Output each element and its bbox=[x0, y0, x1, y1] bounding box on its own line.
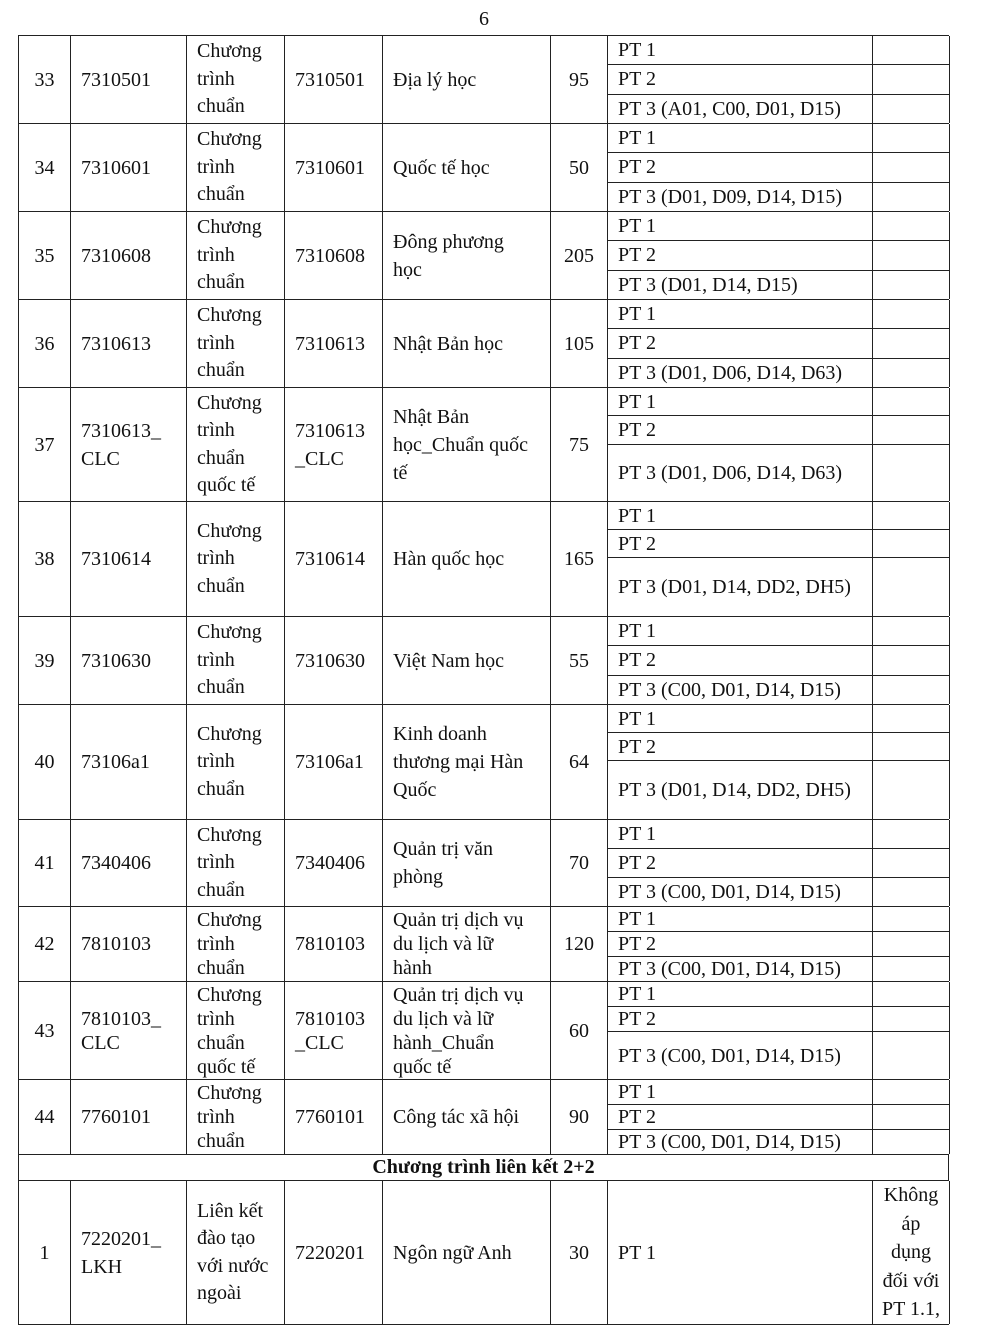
major-code-line: 73106a1 bbox=[295, 751, 364, 773]
admission-methods bbox=[608, 907, 873, 981]
admission-code bbox=[71, 907, 187, 981]
note-cell bbox=[873, 388, 949, 416]
program-type-line: trình bbox=[197, 331, 235, 354]
major-code-line: 7310614 bbox=[295, 548, 365, 570]
notes-column bbox=[873, 502, 950, 616]
admission-methods bbox=[608, 617, 873, 704]
table-row bbox=[18, 982, 949, 1080]
note-cell bbox=[873, 907, 949, 932]
admission-method: PT 2 bbox=[608, 329, 872, 358]
note-cell bbox=[873, 1105, 949, 1130]
admission-code-line: 7810103_ bbox=[81, 1007, 161, 1030]
major-name-line: Quốc bbox=[393, 779, 437, 801]
admission-code bbox=[71, 124, 187, 211]
major-name bbox=[383, 300, 551, 387]
admission-method: PT 2 bbox=[608, 530, 872, 558]
program-type bbox=[187, 300, 285, 387]
note-line: Không bbox=[883, 1184, 939, 1207]
admission-code-line: 7310630 bbox=[81, 649, 151, 672]
major-name-line: học_Chuẩn quốc bbox=[393, 433, 528, 456]
program-type-line: chuẩn bbox=[197, 1130, 245, 1152]
table-row bbox=[18, 1080, 949, 1155]
major-code bbox=[285, 36, 383, 123]
note-cell bbox=[873, 849, 949, 878]
major-code bbox=[285, 617, 383, 704]
program-type-line: chuẩn bbox=[197, 359, 245, 382]
program-type bbox=[187, 1080, 285, 1154]
row-number: 41 bbox=[19, 820, 71, 906]
table-row bbox=[18, 1181, 949, 1325]
admission-method: PT 1 bbox=[608, 1080, 872, 1105]
admission-code bbox=[71, 36, 187, 123]
program-type bbox=[187, 705, 285, 819]
program-type-line: Liên kết bbox=[197, 1199, 264, 1222]
program-type-line: trình bbox=[197, 547, 235, 570]
major-name-line: hành_Chuẩn bbox=[393, 1031, 495, 1054]
admission-method: PT 3 (D01, D09, D14, D15) bbox=[618, 185, 843, 208]
admission-method: PT 3 (C00, D01, D14, D15) bbox=[618, 1044, 841, 1067]
program-type-line: chuẩn bbox=[197, 777, 245, 800]
note-cell bbox=[873, 878, 949, 906]
admission-method: PT 2 bbox=[608, 932, 872, 957]
admission-method: PT 1 bbox=[608, 212, 872, 241]
major-code bbox=[285, 982, 383, 1079]
notes-column bbox=[873, 617, 950, 704]
notes-column bbox=[873, 1080, 950, 1154]
quota: 90 bbox=[551, 1080, 608, 1154]
quota: 70 bbox=[551, 820, 608, 906]
notes-column bbox=[873, 36, 950, 123]
note-text bbox=[873, 1181, 949, 1324]
major-code bbox=[285, 388, 383, 501]
program-type-line: quốc tế bbox=[197, 474, 256, 496]
major-code-line: 7310608 bbox=[295, 244, 365, 267]
program-type-line: trình bbox=[197, 155, 235, 178]
major-name bbox=[383, 502, 551, 616]
quota: 60 bbox=[551, 982, 608, 1079]
note-cell bbox=[873, 820, 949, 849]
admission-method: PT 3 (C00, D01, D14, D15) bbox=[618, 678, 841, 701]
admission-methods bbox=[608, 124, 873, 211]
major-name-line: du lịch và lữ bbox=[393, 933, 494, 955]
major-name bbox=[383, 617, 551, 704]
table-row bbox=[18, 36, 949, 124]
admission-methods bbox=[608, 300, 873, 387]
admission-code-line: 73106a1 bbox=[81, 751, 150, 773]
notes-column bbox=[873, 982, 950, 1079]
note-cell bbox=[873, 502, 949, 530]
major-name-line: Quản trị dịch vụ bbox=[393, 983, 524, 1006]
admission-method: PT 1 bbox=[608, 907, 872, 932]
major-code-line: 7310601 bbox=[295, 156, 365, 179]
program-type-line: Chương bbox=[197, 909, 262, 931]
admission-code-line: 7340406 bbox=[81, 852, 151, 874]
admission-method: PT 2 bbox=[608, 849, 872, 878]
admission-methods bbox=[608, 1181, 873, 1324]
row-number: 44 bbox=[19, 1080, 71, 1154]
major-name-line: Nhật Bản học bbox=[393, 332, 503, 355]
note-cell bbox=[873, 617, 949, 646]
admission-code bbox=[71, 212, 187, 299]
quota: 205 bbox=[551, 212, 608, 299]
table-row bbox=[18, 300, 949, 388]
major-code-line: _CLC bbox=[295, 447, 344, 470]
notes-column bbox=[873, 1181, 950, 1324]
note-cell bbox=[873, 1080, 949, 1105]
table-row bbox=[18, 907, 949, 982]
admission-code-line: 7310608 bbox=[81, 244, 151, 267]
major-code bbox=[285, 1080, 383, 1154]
program-type-line: chuẩn bbox=[197, 95, 245, 118]
row-number: 34 bbox=[19, 124, 71, 211]
admission-code-line: 7310601 bbox=[81, 156, 151, 179]
major-code bbox=[285, 212, 383, 299]
major-name bbox=[383, 1181, 551, 1324]
note-line: đối với bbox=[882, 1269, 940, 1292]
admission-methods bbox=[608, 212, 873, 299]
admission-method: PT 1 bbox=[608, 124, 872, 153]
table-row bbox=[18, 820, 949, 907]
admission-code bbox=[71, 617, 187, 704]
major-code bbox=[285, 820, 383, 906]
program-type-line: với nước bbox=[197, 1254, 269, 1277]
admission-method: PT 2 bbox=[608, 733, 872, 761]
admission-code bbox=[71, 300, 187, 387]
admission-method: PT 3 (D01, D14, DD2, DH5) bbox=[618, 576, 851, 598]
notes-column bbox=[873, 820, 950, 906]
note-cell bbox=[873, 1007, 949, 1032]
program-type-line: chuẩn bbox=[197, 957, 245, 979]
major-name-line: quốc tế bbox=[393, 1055, 452, 1078]
table-row bbox=[18, 388, 949, 502]
major-code bbox=[285, 502, 383, 616]
program-type bbox=[187, 388, 285, 501]
admission-methods bbox=[608, 502, 873, 616]
major-name-line: thương mại Hàn bbox=[393, 751, 524, 773]
admission-method: PT 1 bbox=[608, 820, 872, 849]
major-name bbox=[383, 982, 551, 1079]
admission-method: PT 1 bbox=[608, 388, 872, 416]
note-line: PT 1.1, bbox=[882, 1298, 940, 1321]
admission-method: PT 2 bbox=[608, 1105, 872, 1130]
program-type-line: ngoài bbox=[197, 1282, 242, 1304]
program-type-line: chuẩn bbox=[197, 446, 245, 469]
note-cell bbox=[873, 300, 949, 329]
major-name bbox=[383, 820, 551, 906]
major-code bbox=[285, 907, 383, 981]
note-cell bbox=[873, 733, 949, 761]
major-name-line: Hàn quốc học bbox=[393, 548, 505, 570]
program-type-line: chuẩn bbox=[197, 878, 245, 901]
quota: 95 bbox=[551, 36, 608, 123]
row-number: 1 bbox=[19, 1181, 71, 1324]
admission-code bbox=[71, 502, 187, 616]
note-cell bbox=[873, 65, 949, 94]
row-number: 38 bbox=[19, 502, 71, 616]
admission-code-line: 7810103 bbox=[81, 933, 151, 955]
major-name bbox=[383, 124, 551, 211]
admission-code-line: 7310614 bbox=[81, 548, 151, 570]
note-cell bbox=[873, 957, 949, 981]
quota: 50 bbox=[551, 124, 608, 211]
major-name-line: phòng bbox=[393, 866, 443, 888]
admission-method: PT 3 (D01, D14, DD2, DH5) bbox=[618, 779, 851, 801]
program-type-line: chuẩn bbox=[197, 574, 245, 597]
major-code-line: 7340406 bbox=[295, 852, 365, 874]
admission-methods bbox=[608, 820, 873, 906]
note-cell bbox=[873, 271, 949, 299]
program-type-line: trình bbox=[197, 851, 235, 874]
program-type-line: Chương bbox=[197, 823, 262, 846]
admission-method: PT 2 bbox=[608, 646, 872, 675]
major-name bbox=[383, 907, 551, 981]
admission-method: PT 1 bbox=[608, 36, 872, 65]
quota: 30 bbox=[551, 1181, 608, 1324]
major-code bbox=[285, 1181, 383, 1324]
admission-method: PT 1 bbox=[608, 300, 872, 329]
row-number: 42 bbox=[19, 907, 71, 981]
admission-code bbox=[71, 388, 187, 501]
program-type-line: Chương bbox=[197, 216, 262, 239]
major-name bbox=[383, 705, 551, 819]
notes-column bbox=[873, 907, 950, 981]
note-cell bbox=[873, 359, 949, 387]
quota: 165 bbox=[551, 502, 608, 616]
notes-column bbox=[873, 705, 950, 819]
program-type-line: Chương bbox=[197, 1082, 262, 1104]
note-line: áp bbox=[901, 1212, 921, 1235]
program-type-line: trình bbox=[197, 1106, 235, 1128]
note-cell bbox=[873, 1130, 949, 1154]
note-cell bbox=[873, 982, 949, 1007]
program-type-line: trình bbox=[197, 750, 235, 773]
major-name-line: du lịch và lữ bbox=[393, 1007, 494, 1030]
program-type bbox=[187, 1181, 285, 1324]
major-name bbox=[383, 388, 551, 501]
table-row bbox=[18, 705, 949, 820]
program-type bbox=[187, 907, 285, 981]
program-type-line: trình bbox=[197, 933, 235, 955]
row-number: 40 bbox=[19, 705, 71, 819]
major-code-line: 7310613 bbox=[295, 419, 365, 442]
major-name-line: Nhật Bản bbox=[393, 405, 470, 428]
row-number: 33 bbox=[19, 36, 71, 123]
admission-method: PT 2 bbox=[608, 65, 872, 94]
admission-code bbox=[71, 1181, 187, 1324]
program-type-line: chuẩn bbox=[197, 676, 245, 699]
note-cell bbox=[873, 932, 949, 957]
program-type-line: trình bbox=[197, 648, 235, 671]
note-cell bbox=[873, 183, 949, 211]
program-type-line: Chương bbox=[197, 128, 262, 151]
program-type bbox=[187, 982, 285, 1079]
admission-method: PT 2 bbox=[608, 153, 872, 182]
program-type-line: Chương bbox=[197, 621, 262, 644]
admission-method: PT 1 bbox=[608, 502, 872, 530]
major-name bbox=[383, 212, 551, 299]
note-cell bbox=[873, 1032, 949, 1079]
note-cell bbox=[873, 416, 949, 445]
major-name-line: Đông phương bbox=[393, 230, 504, 253]
note-cell bbox=[873, 36, 949, 65]
notes-column bbox=[873, 124, 950, 211]
notes-column bbox=[873, 212, 950, 299]
row-number: 37 bbox=[19, 388, 71, 501]
program-type bbox=[187, 502, 285, 616]
quota: 55 bbox=[551, 617, 608, 704]
admission-method: PT 2 bbox=[608, 1007, 872, 1032]
row-number: 43 bbox=[19, 982, 71, 1079]
notes-column bbox=[873, 388, 950, 501]
program-type-line: trình bbox=[197, 419, 235, 441]
table-row bbox=[18, 212, 949, 300]
program-type-line: Chương bbox=[197, 983, 262, 1006]
note-cell bbox=[873, 212, 949, 241]
quota: 75 bbox=[551, 388, 608, 501]
row-number: 36 bbox=[19, 300, 71, 387]
major-name-line: Địa lý học bbox=[393, 68, 477, 91]
note-cell bbox=[873, 705, 949, 733]
major-name-line: Kinh doanh bbox=[393, 723, 487, 745]
program-type bbox=[187, 124, 285, 211]
admission-code bbox=[71, 820, 187, 906]
admission-method: PT 3 (C00, D01, D14, D15) bbox=[618, 958, 841, 980]
major-name-line: Ngôn ngữ Anh bbox=[393, 1241, 512, 1264]
major-code-line: 7310613 bbox=[295, 332, 365, 355]
major-code-line: 7220201 bbox=[295, 1241, 365, 1264]
admission-code-line: 7310501 bbox=[81, 68, 151, 91]
program-type bbox=[187, 617, 285, 704]
admission-method: PT 3 (D01, D06, D14, D63) bbox=[618, 462, 843, 484]
admission-method: PT 3 (A01, C00, D01, D15) bbox=[618, 97, 841, 120]
major-name-line: tế bbox=[393, 461, 408, 484]
quota: 105 bbox=[551, 300, 608, 387]
major-code-line: 7810103 bbox=[295, 933, 365, 955]
note-cell bbox=[873, 558, 949, 616]
major-code-line: 7310630 bbox=[295, 649, 365, 672]
admission-code-line: 7220201_ bbox=[81, 1227, 161, 1250]
program-type bbox=[187, 820, 285, 906]
major-code bbox=[285, 705, 383, 819]
admission-code-line: 7310613_ bbox=[81, 419, 161, 442]
note-cell bbox=[873, 445, 949, 501]
admission-method: PT 3 (D01, D06, D14, D63) bbox=[618, 361, 843, 384]
program-type-line: trình bbox=[197, 67, 235, 90]
program-type bbox=[187, 212, 285, 299]
admission-method: PT 2 bbox=[608, 241, 872, 270]
program-type-line: chuẩn bbox=[197, 1031, 245, 1054]
admission-methods bbox=[608, 388, 873, 501]
admission-method: PT 1 bbox=[608, 617, 872, 646]
program-type-line: trình bbox=[197, 1007, 235, 1030]
admission-methods bbox=[608, 36, 873, 123]
admission-code bbox=[71, 982, 187, 1079]
admission-table bbox=[18, 35, 949, 1325]
admission-methods bbox=[608, 705, 873, 819]
note-cell bbox=[873, 329, 949, 358]
note-cell bbox=[873, 761, 949, 819]
program-type-line: đào tạo bbox=[197, 1227, 256, 1249]
notes-column bbox=[873, 300, 950, 387]
table-row bbox=[18, 617, 949, 705]
admission-method: PT 2 bbox=[608, 416, 872, 445]
admission-code bbox=[71, 705, 187, 819]
note-line: dụng bbox=[891, 1241, 931, 1264]
section-heading: Chương trình liên kết 2+2 bbox=[18, 1155, 949, 1181]
program-type-line: Chương bbox=[197, 40, 262, 63]
program-type-line: chuẩn bbox=[197, 271, 245, 294]
note-cell bbox=[873, 646, 949, 675]
admission-method: PT 3 (C00, D01, D14, D15) bbox=[618, 1131, 841, 1153]
major-name-line: Quốc tế học bbox=[393, 156, 490, 179]
program-type-line: Chương bbox=[197, 519, 262, 542]
admission-code-line: CLC bbox=[81, 1031, 120, 1054]
note-cell bbox=[873, 124, 949, 153]
row-number: 35 bbox=[19, 212, 71, 299]
admission-code-line: CLC bbox=[81, 447, 120, 470]
admission-method: PT 1 bbox=[608, 982, 872, 1007]
major-name-line: Quản trị dịch vụ bbox=[393, 909, 524, 931]
admission-methods bbox=[608, 982, 873, 1079]
program-type bbox=[187, 36, 285, 123]
major-name-line: Việt Nam học bbox=[393, 649, 504, 672]
major-name-line: hành bbox=[393, 957, 432, 979]
admission-code-line: 7760101 bbox=[81, 1106, 151, 1128]
admission-methods bbox=[608, 1080, 873, 1154]
major-name-line: Quản trị văn bbox=[393, 838, 493, 860]
major-code-line: _CLC bbox=[295, 1031, 344, 1054]
major-code bbox=[285, 300, 383, 387]
admission-method: PT 1 bbox=[618, 1241, 656, 1264]
admission-method: PT 3 (D01, D14, D15) bbox=[618, 273, 798, 296]
major-code-line: 7760101 bbox=[295, 1106, 365, 1128]
major-name-line: Công tác xã hội bbox=[393, 1106, 520, 1128]
table-row bbox=[18, 502, 949, 617]
program-type-line: Chương bbox=[197, 304, 262, 327]
admission-method: PT 1 bbox=[608, 705, 872, 733]
admission-code-line: 7310613 bbox=[81, 332, 151, 355]
note-cell bbox=[873, 95, 949, 123]
major-name bbox=[383, 36, 551, 123]
major-name-line: học bbox=[393, 258, 422, 281]
major-code-line: 7310501 bbox=[295, 68, 365, 91]
admission-code-line: LKH bbox=[81, 1255, 123, 1278]
note-cell bbox=[873, 530, 949, 558]
note-cell bbox=[873, 241, 949, 270]
program-type-line: trình bbox=[197, 243, 235, 266]
program-type-line: quốc tế bbox=[197, 1055, 256, 1078]
page-number: 6 bbox=[479, 8, 489, 30]
program-type-line: Chương bbox=[197, 722, 262, 745]
note-cell bbox=[873, 153, 949, 182]
row-number: 39 bbox=[19, 617, 71, 704]
major-code bbox=[285, 124, 383, 211]
major-code-line: 7810103 bbox=[295, 1007, 365, 1030]
note-cell bbox=[873, 676, 949, 704]
admission-method: PT 3 (C00, D01, D14, D15) bbox=[618, 881, 841, 903]
program-type-line: Chương bbox=[197, 391, 262, 414]
table-row bbox=[18, 124, 949, 212]
major-name bbox=[383, 1080, 551, 1154]
admission-code bbox=[71, 1080, 187, 1154]
program-type-line: chuẩn bbox=[197, 183, 245, 206]
quota: 120 bbox=[551, 907, 608, 981]
quota: 64 bbox=[551, 705, 608, 819]
